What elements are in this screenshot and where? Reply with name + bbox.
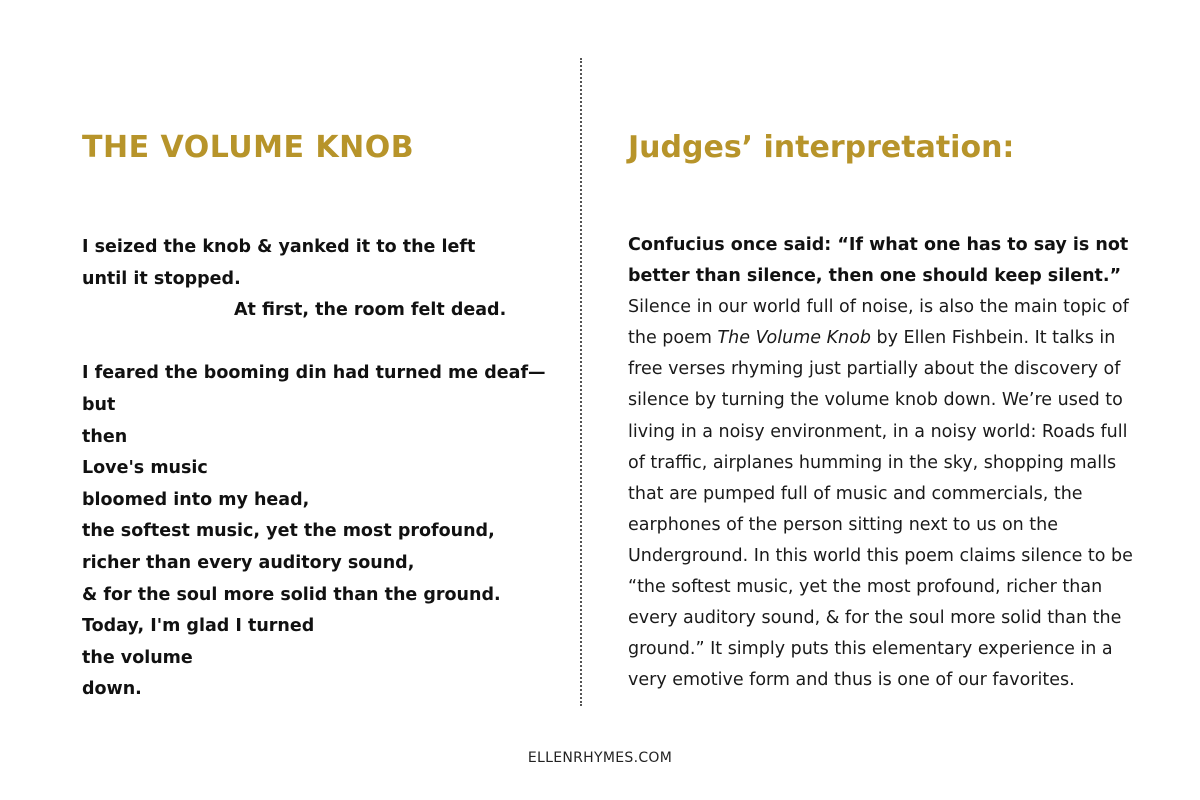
- poem-line: but: [82, 394, 116, 415]
- poem-body: [82, 232, 552, 706]
- column-divider: [580, 58, 582, 706]
- poem-line: At first, the room felt dead.: [234, 300, 507, 321]
- poem-line: Today, I'm glad I turned: [82, 616, 315, 637]
- judges-interpretation: [628, 230, 1148, 696]
- poem-line: Love's music: [82, 458, 208, 479]
- poem-line: richer than every auditory sound,: [82, 552, 415, 573]
- poem-line: I seized the knob & yanked it to the left: [82, 237, 476, 257]
- poem-title: THE VOLUME KNOB: [82, 130, 415, 165]
- poem-line: bloomed into my head,: [82, 489, 310, 510]
- poem-line: the volume: [82, 647, 193, 668]
- poem-line: then: [82, 426, 128, 447]
- poem-line: down.: [82, 679, 142, 700]
- commentary-text: Silence in our world full of noise, is also the main topic of the poem: [628, 297, 1129, 349]
- poem-stanza-break: [82, 327, 552, 359]
- poem-line: until it stopped.: [82, 268, 241, 289]
- confucius-quote: Confucius once said: “If what one has to say is not better than silence, then one should keep silent.”: [628, 235, 1129, 287]
- commentary-text: by Ellen Fishbein. It talks in free verses rhyming just partially about the discovery of silence by turning the volume knob down. We’re used to living in a noisy environment, in a noisy world: Roads full of traffic, airplanes humming in the sky, shopping malls that are pumped full of music and commercials, the earphones of the person sitting next to us on the Underground. In this world this poem claims silence to be “the softest music, yet the most profound, richer than every auditory sound, & for the soul more solid than the ground.” It simply puts this elementary experience in a very emotive form and thus is one of our favorites.: [628, 328, 1133, 691]
- judges-title: Judges’ interpretation:: [628, 130, 1015, 165]
- poem-title-reference: The Volume Knob: [717, 328, 871, 349]
- poem-line: & for the soul more solid than the ground.: [82, 584, 501, 605]
- site-footer: ELLENRHYMES.COM: [527, 750, 673, 766]
- poem-line: I feared the booming din had turned me deaf—: [82, 363, 546, 384]
- poem-line: the softest music, yet the most profound,: [82, 521, 495, 542]
